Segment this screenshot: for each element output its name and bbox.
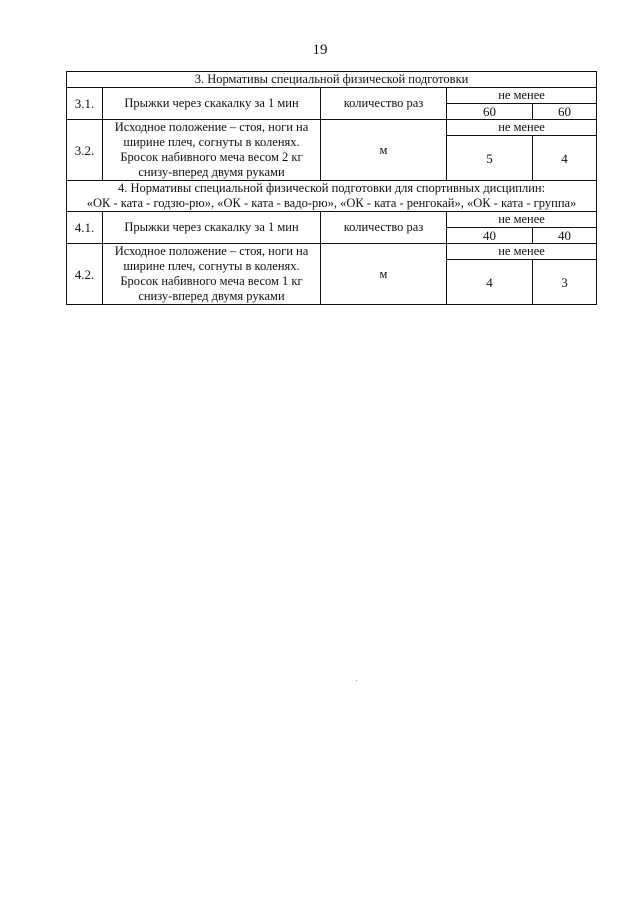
unit-cell: м bbox=[321, 244, 447, 305]
section-title-line: 4. Нормативы специальной физической подготовки для спортивных дисциплин: bbox=[117, 181, 546, 195]
exercise-cell bbox=[103, 88, 321, 120]
exercise-line: Исходное положение – стоя, ноги на bbox=[114, 120, 309, 134]
section-header-row bbox=[67, 181, 597, 212]
unit-cell: количество раз bbox=[321, 88, 447, 120]
table-row bbox=[67, 120, 597, 136]
value-cell: 4 bbox=[533, 136, 597, 181]
exercise-line: ширине плеч, согнуты в коленях. bbox=[123, 259, 300, 273]
exercise-line: ширине плеч, согнуты в коленях. bbox=[123, 135, 300, 149]
value-cell: 40 bbox=[533, 228, 597, 244]
table-row bbox=[67, 88, 597, 104]
value-cell: 40 bbox=[447, 228, 533, 244]
page-number: 19 bbox=[312, 42, 328, 58]
section-title bbox=[67, 181, 597, 212]
value-cell: 60 bbox=[447, 104, 533, 120]
row-number: 3.2. bbox=[67, 120, 103, 181]
criterion-cell: не менее bbox=[447, 88, 597, 104]
exercise-cell bbox=[103, 244, 321, 305]
scan-speck bbox=[356, 680, 357, 681]
exercise-line: снизу-вперед двумя руками bbox=[138, 289, 285, 303]
table-row bbox=[67, 212, 597, 228]
exercise-line: Бросок набивного меча весом 1 кг bbox=[120, 274, 303, 288]
section-title-line: 3. Нормативы специальной физической подготовки bbox=[194, 72, 469, 86]
criterion-cell: не менее bbox=[447, 244, 597, 260]
value-cell: 3 bbox=[533, 260, 597, 305]
table-row bbox=[67, 244, 597, 260]
criterion-cell: не менее bbox=[447, 120, 597, 136]
exercise-cell bbox=[103, 212, 321, 244]
unit-cell: количество раз bbox=[321, 212, 447, 244]
unit-cell: м bbox=[321, 120, 447, 181]
value-cell: 4 bbox=[447, 260, 533, 305]
exercise-cell bbox=[103, 120, 321, 181]
value-cell: 60 bbox=[533, 104, 597, 120]
row-number: 3.1. bbox=[67, 88, 103, 120]
exercise-line: Бросок набивного меча весом 2 кг bbox=[120, 150, 303, 164]
exercise-line: Исходное положение – стоя, ноги на bbox=[114, 244, 309, 258]
exercise-line: Прыжки через скакалку за 1 мин bbox=[124, 220, 299, 234]
criterion-cell: не менее bbox=[447, 212, 597, 228]
value-cell: 5 bbox=[447, 136, 533, 181]
exercise-line: снизу-вперед двумя руками bbox=[138, 165, 285, 179]
section-title-line: «ОК - ката - годзю-рю», «ОК - ката - вадо-рю», «ОК - ката - ренгокай», «ОК - ката - группа» bbox=[86, 196, 577, 210]
norms-table bbox=[66, 71, 597, 305]
section-title bbox=[67, 72, 597, 88]
section-header-row bbox=[67, 72, 597, 88]
exercise-line: Прыжки через скакалку за 1 мин bbox=[124, 96, 299, 110]
row-number: 4.2. bbox=[67, 244, 103, 305]
row-number: 4.1. bbox=[67, 212, 103, 244]
